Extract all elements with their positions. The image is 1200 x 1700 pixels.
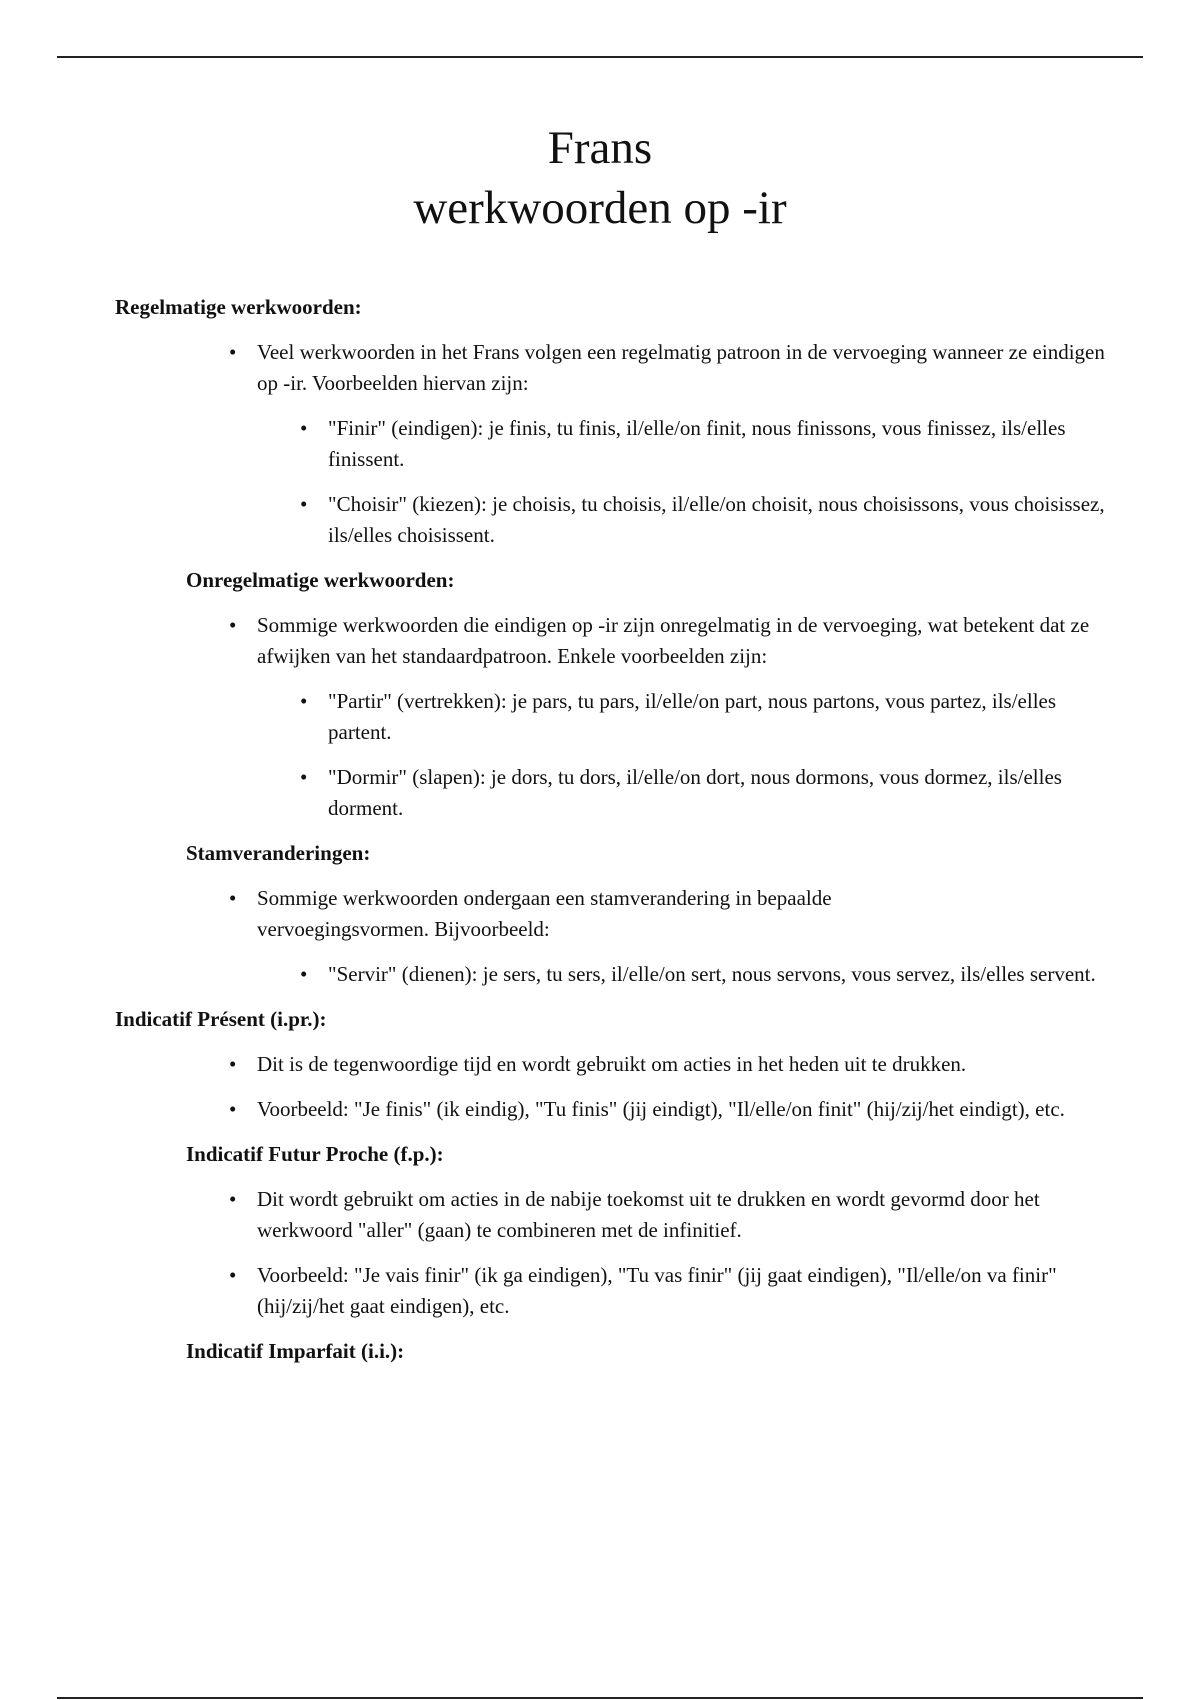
list-present — [0, 1049, 1200, 1125]
examples-list — [257, 959, 1096, 990]
list-regelmatig — [0, 337, 1200, 551]
bottom-divider — [57, 1697, 1143, 1699]
heading-indicatif-present: Indicatif Présent (i.pr.): — [115, 1007, 327, 1031]
bullet-text: Veel werkwoorden in het Frans volgen een regelmatig patroon in de vervoeging wanneer ze eindigen op -ir. Voorbeelden hiervan zijn: — [257, 340, 1105, 395]
document-body — [0, 292, 1200, 1381]
list-onregelmatig — [0, 610, 1200, 824]
bullet-text: Sommige werkwoorden ondergaan een stamverandering in bepaalde vervoegingsvormen. Bijvoorbeeld: — [257, 886, 832, 941]
example-partir: • "Partir" (vertrekken): je pars, tu pars, il/elle/on part, nous partons, vous partez, ils/elles partent. — [328, 686, 1118, 748]
list-item — [257, 610, 1127, 824]
examples-list — [257, 413, 1127, 551]
example-dormir: • "Dormir" (slapen): je dors, tu dors, il/elle/on dort, nous dormons, vous dormez, ils/elles dorment. — [328, 762, 1118, 824]
list-item: • Voorbeeld: "Je finis" (ik eindig), "Tu finis" (jij eindigt), "Il/elle/on finit" (hij/zij/het eindigt), etc. — [257, 1094, 1127, 1125]
bullet-text: Sommige werkwoorden die eindigen op -ir zijn onregelmatig in de vervoeging, wat betekent dat ze afwijken van het standaardpatroon. Enkele voorbeelden zijn: — [257, 613, 1090, 668]
heading-stamveranderingen: Stamveranderingen: — [186, 841, 371, 865]
list-futur-proche — [0, 1184, 1200, 1322]
example-choisir: • "Choisir" (kiezen): je choisis, tu choisis, il/elle/on choisit, nous choisissons, vous choisissez, ils/elles choisissent. — [328, 489, 1118, 551]
list-item — [257, 883, 1096, 990]
document-title — [0, 118, 1200, 238]
list-item: • Dit is de tegenwoordige tijd en wordt gebruikt om acties in het heden uit te drukken. — [257, 1049, 1127, 1080]
example-finir: • "Finir" (eindigen): je finis, tu finis, il/elle/on finit, nous finissons, vous finissez, ils/elles finissent. — [328, 413, 1118, 475]
top-divider — [57, 56, 1143, 58]
example-servir: • "Servir" (dienen): je sers, tu sers, il/elle/on sert, nous servons, vous servez, ils/elles servent. — [328, 959, 1118, 990]
heading-indicatif-futur-proche: Indicatif Futur Proche (f.p.): — [186, 1142, 444, 1166]
list-item — [257, 337, 1127, 551]
heading-onregelmatige-werkwoorden: Onregelmatige werkwoorden: — [186, 568, 455, 592]
title-line-2: werkwoorden op -ir — [413, 182, 787, 234]
list-item: • Voorbeeld: "Je vais finir" (ik ga eindigen), "Tu vas finir" (jij gaat eindigen), "Il/elle/on va finir" (hij/zij/het gaat eindigen), etc. — [257, 1260, 1127, 1322]
examples-list — [257, 686, 1127, 824]
title-line-1: Frans — [547, 122, 653, 174]
heading-indicatif-imparfait: Indicatif Imparfait (i.i.): — [186, 1339, 405, 1363]
list-stam — [0, 883, 1200, 990]
heading-regelmatige-werkwoorden: Regelmatige werkwoorden: — [115, 295, 362, 319]
list-item: • Dit wordt gebruikt om acties in de nabije toekomst uit te drukken en wordt gevormd door het werkwoord "aller" (gaan) te combineren met de infinitief. — [257, 1184, 1127, 1246]
